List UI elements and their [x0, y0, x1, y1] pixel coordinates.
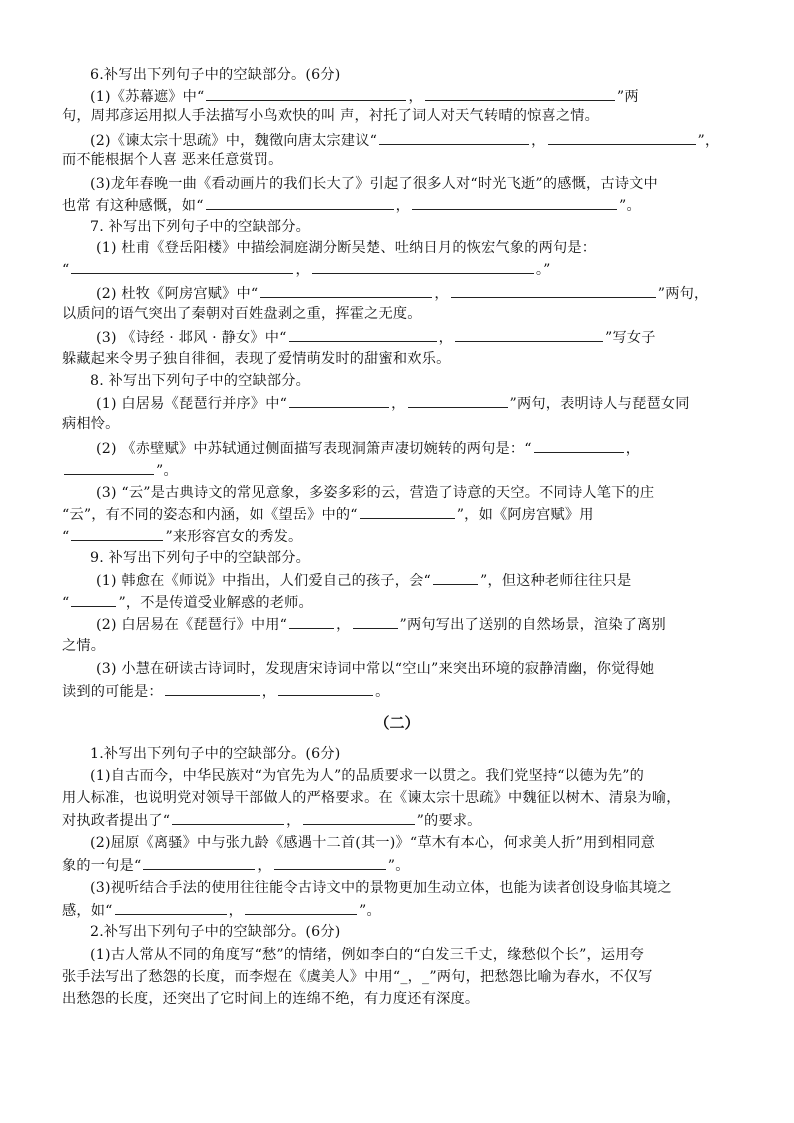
q6-item-1-cont: 句，周邦彦运用拟人手法描写小鸟欢快的叫 声，衬托了词人对天气转晴的惊喜之情。 — [62, 108, 600, 124]
answer-blank[interactable] — [451, 283, 656, 298]
q9-item-3: (3) 小慧在研读古诗词时，发现唐宋诗词中常以“空山”来突出环境的寂静清幽，你觉得她 — [96, 661, 655, 677]
part2-question-2-title: 2.补写出下列句子中的空缺部分。(6分) — [90, 924, 341, 940]
answer-blank[interactable] — [360, 504, 455, 519]
p2q1-item-1-cont: 用人标准，也说明党对领导干部做人的严格要求。在《谏太宗十思疏》中魏征以树木、清泉为喻， — [62, 790, 681, 806]
q8-item-1: (1) 白居易《琵琶行并序》中“ ， ”两句，表明诗人与琵琶女同 — [96, 393, 690, 414]
answer-blank[interactable] — [408, 393, 508, 408]
question-9-title: 9. 补写出下列句子中的空缺部分。 — [90, 550, 311, 566]
part2-question-1-title: 1.补写出下列句子中的空缺部分。(6分) — [90, 746, 341, 762]
answer-blank[interactable] — [289, 327, 437, 342]
answer-blank[interactable] — [455, 327, 603, 342]
q8-item-3-cont: “云”，有不同的姿态和内涵，如《望岳》中的“ ”，如《阿房宫赋》用 — [62, 504, 594, 525]
p2q2-item-1-cont2: 出愁怨的长度，还突出了它时间上的连绵不绝，有力度还有深度。 — [62, 991, 480, 1007]
answer-blank[interactable] — [289, 393, 389, 408]
answer-blank[interactable] — [353, 614, 398, 629]
answer-blank[interactable] — [274, 855, 386, 870]
answer-blank[interactable] — [303, 810, 415, 825]
answer-blank[interactable] — [71, 592, 116, 607]
q8-item-2-cont: ”。 — [62, 460, 178, 481]
p2q2-item-1-cont: 张手法写出了愁怨的长度，而李煜在《虞美人》中用“_，_”两句，把愁怨比喻为春水，不仅写 — [62, 969, 653, 985]
answer-blank[interactable] — [71, 526, 163, 541]
answer-blank[interactable] — [379, 130, 529, 145]
q8-item-2: (2) 《赤壁赋》中苏轼通过侧面描写表现洞箫声凄切婉转的两句是：“ ， — [96, 438, 640, 459]
answer-blank[interactable] — [115, 900, 227, 915]
answer-blank[interactable] — [534, 438, 624, 453]
question-7-title: 7. 补写出下列句子中的空缺部分。 — [90, 219, 311, 235]
answer-blank[interactable] — [206, 86, 406, 101]
answer-blank[interactable] — [289, 614, 334, 629]
q7-item-2-cont: 以质问的语气突出了秦朝对百姓盘剥之重，挥霍之无度。 — [62, 306, 422, 322]
q7-item-1-cont: “ ， 。” — [62, 259, 551, 280]
q9-item-2-cont: 之情。 — [62, 638, 106, 654]
answer-blank[interactable] — [143, 855, 255, 870]
q6-item-3: (3)龙年春晚一曲《看动画片的我们长大了》引起了很多人对“时光飞逝”的感慨，古诗文中 — [90, 176, 658, 192]
answer-blank[interactable] — [548, 130, 696, 145]
q7-item-3: (3) 《诗经 · 邶风 · 静女》中“ ， ”写女子 — [96, 327, 656, 348]
q6-item-1: (1)《苏幕遮》中“ ， ”两 — [90, 86, 639, 107]
q6-item-3-cont: 也常 有这种感慨，如“ ， ”。 — [62, 195, 641, 216]
answer-blank[interactable] — [64, 460, 154, 475]
answer-blank[interactable] — [278, 681, 373, 696]
p2q2-item-1: (1)古人常从不同的角度写“愁”的情绪，例如李白的“白发三千丈，缘愁似个长”，运用夸 — [90, 947, 645, 963]
p2q1-item-1-cont2: 对执政者提出了“ ， ”的要求。 — [62, 810, 482, 831]
p2q1-item-3: (3)视听结合手法的使用往往能令古诗文中的景物更加生动立体，也能为读者创设身临其境之 — [90, 880, 672, 896]
q8-item-1-cont: 病相怜。 — [62, 416, 120, 432]
p2q1-item-3-cont: 感，如“ ， ”。 — [62, 900, 381, 921]
q6-item-2-cont: 而不能根据个人喜 恶来任意赏罚。 — [62, 152, 283, 168]
answer-blank[interactable] — [71, 259, 293, 274]
p2q1-item-2: (2)屈原《离骚》中与张九龄《感遇十二首(其一)》“草木有本心，何求美人折”用到相同意 — [90, 835, 656, 851]
q6-item-2: (2)《谏太宗十思疏》中，魏徵向唐太宗建议“ ， ”， — [90, 130, 719, 151]
q9-item-1-cont: “ ”，不是传道受业解惑的老师。 — [62, 592, 313, 613]
q9-item-1: (1) 韩愈在《师说》中指出，人们爱自己的孩子，会“ ”，但这种老师往往只是 — [96, 570, 631, 591]
answer-blank[interactable] — [425, 86, 615, 101]
answer-blank[interactable] — [172, 810, 284, 825]
answer-blank[interactable] — [165, 681, 260, 696]
answer-blank[interactable] — [260, 283, 432, 298]
answer-blank[interactable] — [433, 570, 478, 585]
q7-item-3-cont: 躲藏起来令男子独自徘徊，表现了爱情萌发时的甜蜜和欢乐。 — [62, 351, 451, 367]
q7-item-1: (1) 杜甫《登岳阳楼》中描绘洞庭湖分断吴楚、吐纳日月的恢宏气象的两句是： — [96, 240, 597, 256]
answer-blank[interactable] — [206, 195, 394, 210]
answer-blank[interactable] — [412, 195, 617, 210]
answer-blank[interactable] — [312, 259, 534, 274]
question-6-title: 6.补写出下列句子中的空缺部分。(6分) — [90, 67, 341, 83]
q9-item-3-cont: 读到的可能是： ， 。 — [62, 681, 390, 702]
answer-blank[interactable] — [245, 900, 357, 915]
q8-item-3: (3) “云”是古典诗文的常见意象，多姿多彩的云，营造了诗意的天空。不同诗人笔下的庄 — [96, 485, 655, 501]
q8-item-3-cont2: “ ”来形容宫女的秀发。 — [62, 526, 302, 547]
section-heading: （二） — [374, 714, 420, 732]
q7-item-2: (2) 杜牧《阿房宫赋》中“ ， ”两句， — [96, 283, 708, 304]
p2q1-item-1: (1)自古而今，中华民族对“为官先为人”的品质要求一以贯之。我们党坚持“以德为先”的 — [90, 768, 645, 784]
p2q1-item-2-cont: 象的一句是“ ， ”。 — [62, 855, 410, 876]
q9-item-2: (2) 白居易在《琵琶行》中用“ ， ”两句写出了送别的自然场景，渲染了离别 — [96, 614, 666, 635]
question-8-title: 8. 补写出下列句子中的空缺部分。 — [90, 373, 311, 389]
